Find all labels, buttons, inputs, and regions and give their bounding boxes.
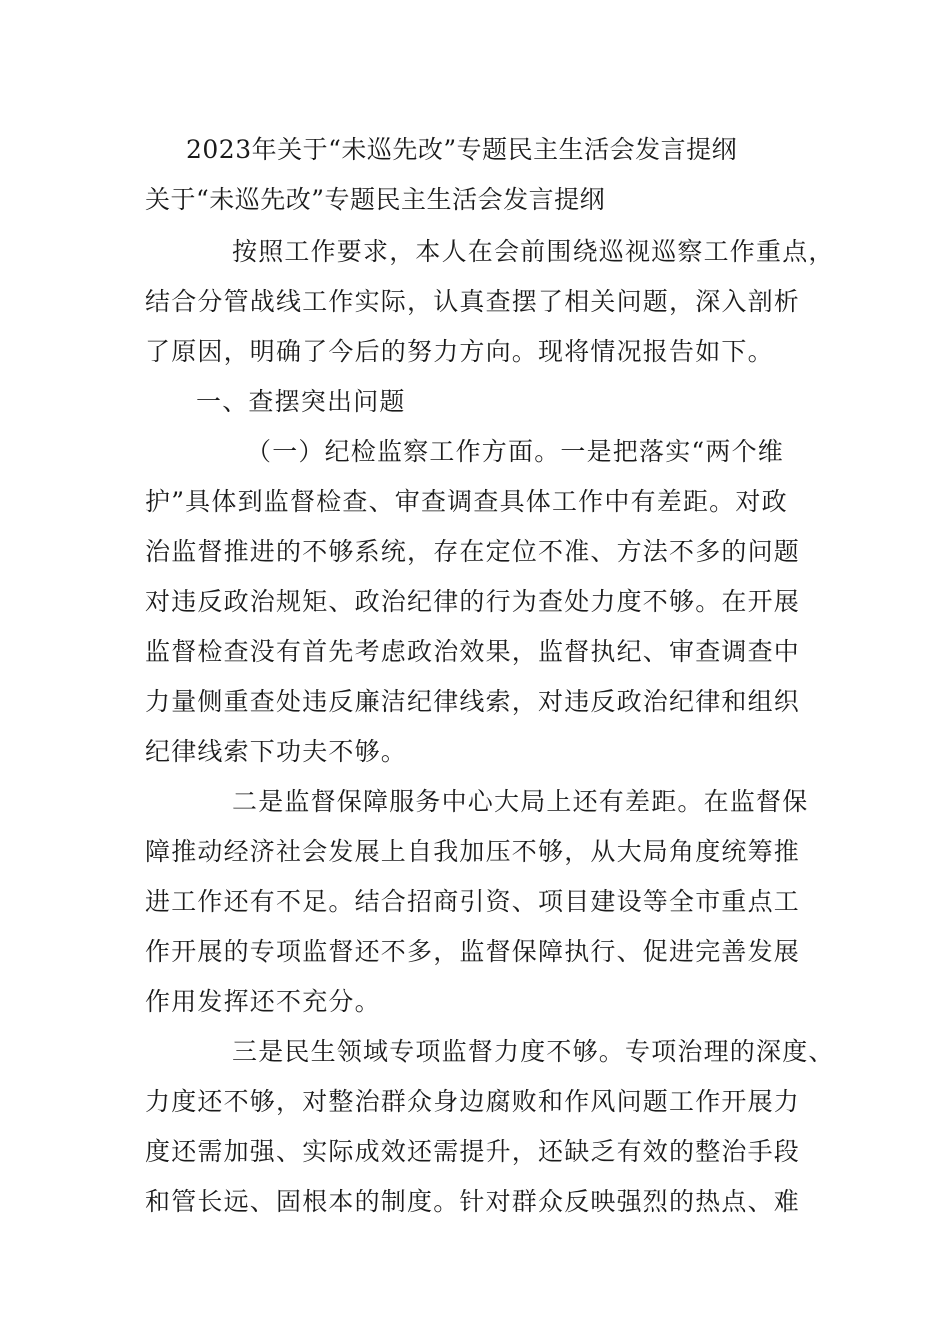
paragraph-line: 力度还不够，对整治群众身边腐败和作风问题工作开展力 <box>145 1087 801 1116</box>
paragraph-line: 按照工作要求，本人在会前围绕巡视巡察工作重点， <box>232 237 835 266</box>
paragraph-line: 作用发挥还不充分。 <box>145 987 381 1016</box>
paragraph-line: 三是民生领域专项监督力度不够。专项治理的深度、 <box>232 1037 835 1066</box>
document-title: 2023年关于“未巡先改”专题民主生活会发言提纲 <box>186 135 738 164</box>
document-subtitle: 关于“未巡先改”专题民主生活会发言提纲 <box>145 185 606 214</box>
paragraph-line: 纪律线索下功夫不够。 <box>145 737 408 766</box>
paragraph-line: 进工作还有不足。结合招商引资、项目建设等全市重点工 <box>145 887 801 916</box>
paragraph-line: 力量侧重查处违反廉洁纪律线索，对违反政治纪律和组织 <box>145 687 801 716</box>
paragraph-line: 结合分管战线工作实际，认真查摆了相关问题，深入剖析 <box>145 287 801 316</box>
paragraph-line: 护”具体到监督检查、审查调查具体工作中有差距。对政 <box>145 487 788 516</box>
paragraph-line: 障推动经济社会发展上自我加压不够，从大局角度统筹推 <box>145 837 801 866</box>
paragraph-line: 二是监督保障服务中心大局上还有差距。在监督保 <box>232 787 809 816</box>
paragraph-line: 度还需加强、实际成效还需提升，还缺乏有效的整治手段 <box>145 1137 801 1166</box>
paragraph-line: （一）纪检监察工作方面。一是把落实“两个维 <box>246 437 784 466</box>
paragraph-line: 作开展的专项监督还不多，监督保障执行、促进完善发展 <box>145 937 801 966</box>
section-heading: 一、查摆突出问题 <box>196 387 406 416</box>
paragraph-line: 和管长远、固根本的制度。针对群众反映强烈的热点、难 <box>145 1187 801 1216</box>
paragraph-line: 监督检查没有首先考虑政治效果，监督执纪、审查调查中 <box>145 637 801 666</box>
paragraph-line: 了原因，明确了今后的努力方向。现将情况报告如下。 <box>145 337 774 366</box>
paragraph-line: 治监督推进的不够系统，存在定位不准、方法不多的问题 <box>145 537 801 566</box>
paragraph-line: 对违反政治规矩、政治纪律的行为查处力度不够。在开展 <box>145 587 801 616</box>
